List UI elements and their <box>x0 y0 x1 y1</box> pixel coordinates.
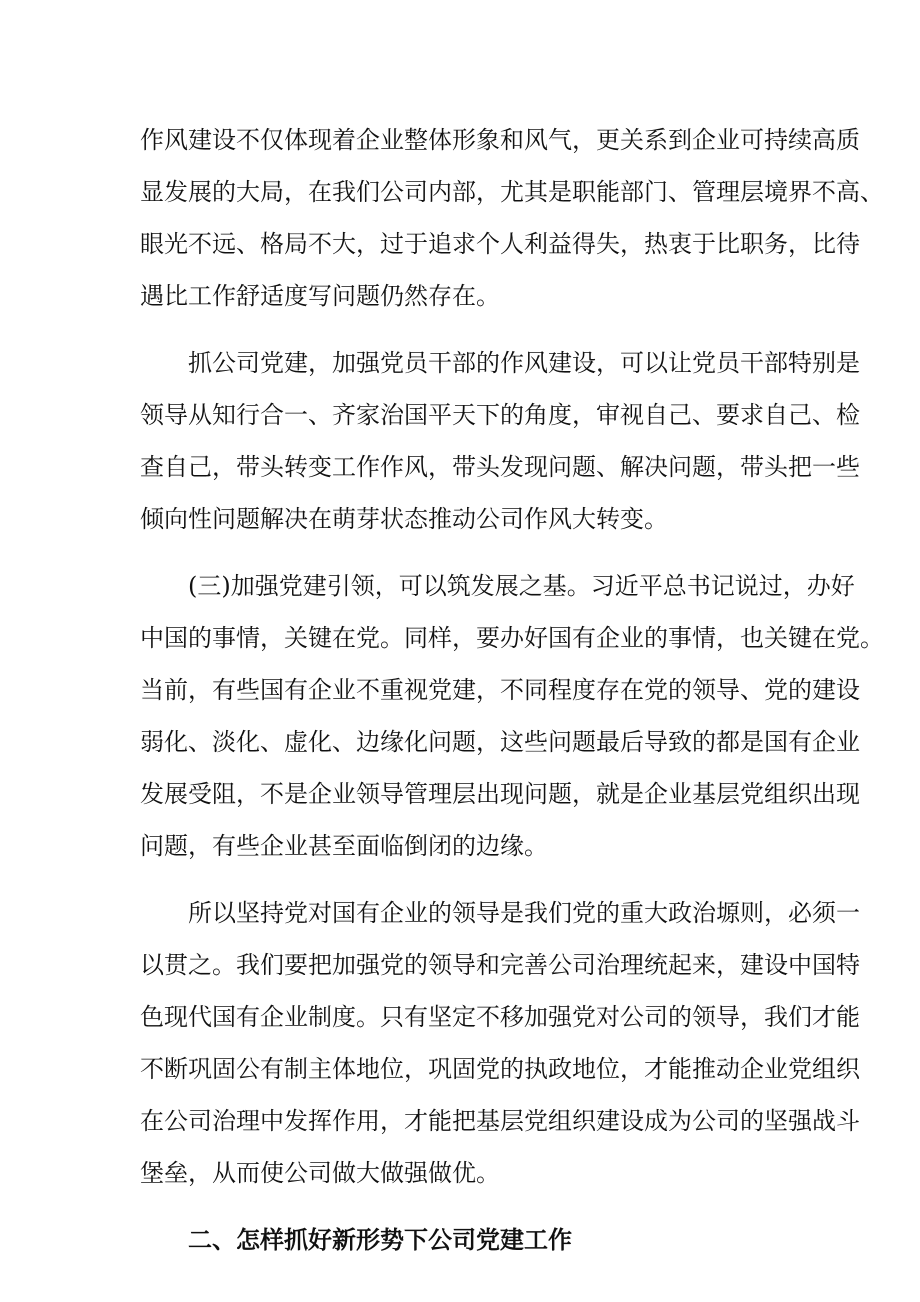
text-line: 色现代国有企业制度。只有坚定不移加强党对公司的领导，我们才能 <box>140 1003 860 1031</box>
text-line: 发展受阻，不是企业领导管理层出现问题，就是企业基层党组织出现 <box>140 780 860 808</box>
text-line: 堡垒，从而使公司做大做强做优。 <box>140 1159 500 1187</box>
text-line: (三)加强党建引领，可以筑发展之基。习近平总书记说过，办好 <box>188 572 855 600</box>
text-line: 倾向性问题解决在萌芽状态推动公司作风大转变。 <box>140 505 668 533</box>
text-line: 在公司治理中发挥作用，才能把基层党组织建设成为公司的坚强战斗 <box>140 1107 860 1135</box>
paragraph-2 <box>140 337 860 545</box>
text-line: 抓公司党建，加强党员干部的作风建设，可以让党员干部特别是 <box>188 349 860 377</box>
text-line: 遇比工作舒适度写问题仍然存在。 <box>140 282 500 310</box>
text-line: 以贯之。我们要把加强党的领导和完善公司治理统起来，建设中国特 <box>140 951 860 979</box>
text-line: 显发展的大局，在我们公司内部，尤其是职能部门、管理层境界不高、 <box>140 178 884 206</box>
text-line: 问题，有些企业甚至面临倒闭的边缘。 <box>140 832 548 860</box>
paragraph-3 <box>140 560 884 872</box>
section-heading: 二、怎样抓好新形势下公司党建工作 <box>188 1226 572 1254</box>
text-line: 领导从知行合一、齐家治国平天下的角度，审视自己、要求自己、检 <box>140 401 860 429</box>
text-line: 查自己，带头转变工作作风，带头发现问题、解决问题，带头把一些 <box>140 453 860 481</box>
paragraph-spacer <box>140 1199 790 1214</box>
paragraph-4 <box>140 887 860 1199</box>
document-body <box>140 114 884 1266</box>
text-line: 不断巩固公有制主体地位，巩固党的执政地位，才能推动企业党组织 <box>140 1055 860 1083</box>
text-line: 作风建设不仅体现着企业整体形象和风气，更关系到企业可持续高质 <box>140 126 860 154</box>
paragraph-spacer <box>140 545 790 560</box>
text-line: 中国的事情，关键在党。同样，要办好国有企业的事情，也关键在党。 <box>140 624 884 652</box>
paragraph-1 <box>140 114 884 322</box>
paragraph-spacer <box>140 322 790 337</box>
text-line: 弱化、淡化、虚化、边缘化问题，这些问题最后导致的都是国有企业 <box>140 728 860 756</box>
paragraph-spacer <box>140 872 790 887</box>
text-line: 眼光不远、格局不大，过于追求个人利益得失，热衷于比职务，比待 <box>140 230 860 258</box>
text-line: 所以坚持党对国有企业的领导是我们党的重大政治塬则，必须一 <box>188 899 860 927</box>
text-line: 当前，有些国有企业不重视党建，不同程度存在党的领导、党的建设 <box>140 676 860 704</box>
